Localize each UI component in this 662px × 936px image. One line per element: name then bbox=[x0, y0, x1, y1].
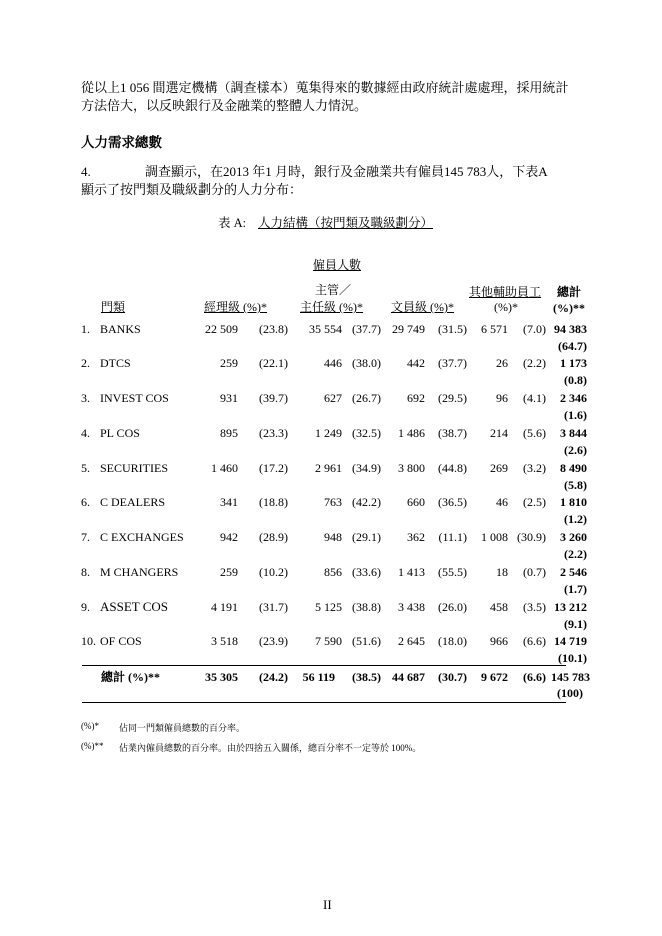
col-total-header-1: 總計 bbox=[557, 285, 582, 299]
row-total-count: 8 490 bbox=[560, 461, 587, 475]
row-other-pct: (3.5) bbox=[523, 600, 546, 614]
row-clerical-count: 692 bbox=[407, 391, 425, 405]
row-clerical-count: 442 bbox=[407, 356, 425, 370]
row-manager-count: 22 509 bbox=[205, 322, 238, 336]
row-total-pct: (10.1) bbox=[558, 651, 587, 665]
row-supervisor-pct: (51.6) bbox=[352, 634, 381, 648]
row-total-count: 13 212 bbox=[554, 600, 587, 614]
total-total-pct: (100) bbox=[557, 686, 583, 700]
total-clerical-count: 44 687 bbox=[392, 670, 425, 684]
row-total-pct: (1.2) bbox=[564, 512, 587, 526]
row-total-count: 3 260 bbox=[560, 530, 587, 544]
row-clerical-pct: (55.5) bbox=[438, 565, 467, 579]
row-other-count: 214 bbox=[490, 426, 508, 440]
row-category: BANKS bbox=[100, 322, 141, 336]
total-supervisor-pct: (38.5) bbox=[352, 670, 381, 684]
row-number: 3. bbox=[81, 391, 90, 405]
intro-line-1: 從以上1 056 間選定機構（調查樣本）蒐集得來的數據經由政府統計處處理，採用統計 bbox=[81, 80, 569, 95]
row-other-pct: (30.9) bbox=[517, 530, 546, 544]
row-number: 5. bbox=[81, 461, 90, 475]
total-clerical-pct: (30.7) bbox=[438, 670, 467, 684]
col-other-header-2: (%)* bbox=[494, 300, 518, 314]
row-manager-pct: (23.3) bbox=[259, 426, 288, 440]
row-total-count: 14 719 bbox=[554, 634, 587, 648]
row-clerical-pct: (11.1) bbox=[438, 530, 467, 544]
row-manager-pct: (31.7) bbox=[259, 600, 288, 614]
row-supervisor-pct: (26.7) bbox=[352, 391, 381, 405]
row-category: OF COS bbox=[100, 634, 142, 648]
row-clerical-pct: (31.5) bbox=[438, 322, 467, 336]
row-supervisor-pct: (32.5) bbox=[352, 426, 381, 440]
row-supervisor-pct: (29.1) bbox=[352, 530, 381, 544]
row-manager-pct: (22.1) bbox=[259, 356, 288, 370]
row-total-pct: (0.8) bbox=[564, 373, 587, 387]
footnote-2-mark: (%)** bbox=[81, 741, 104, 751]
row-total-count: 1 173 bbox=[560, 356, 587, 370]
row-total-pct: (5.8) bbox=[564, 478, 587, 492]
row-clerical-count: 1 413 bbox=[398, 565, 425, 579]
col-supervisor-header-2: 主任級 (%)* bbox=[300, 300, 363, 314]
row-manager-count: 1 460 bbox=[211, 461, 238, 475]
row-total-count: 2 546 bbox=[560, 565, 587, 579]
row-other-count: 1 008 bbox=[481, 530, 508, 544]
row-clerical-pct: (44.8) bbox=[438, 461, 467, 475]
row-supervisor-count: 35 554 bbox=[309, 322, 342, 336]
table-caption-prefix: 表 A: bbox=[218, 216, 247, 230]
row-total-count: 94 383 bbox=[554, 322, 587, 336]
row-total-pct: (2.2) bbox=[564, 547, 587, 561]
row-number: 10. bbox=[81, 634, 96, 648]
para-4-number: 4. bbox=[81, 164, 91, 179]
row-other-pct: (5.6) bbox=[523, 426, 546, 440]
row-manager-pct: (23.8) bbox=[259, 322, 288, 336]
row-other-count: 6 571 bbox=[481, 322, 508, 336]
row-manager-count: 942 bbox=[220, 530, 238, 544]
row-category: PL COS bbox=[100, 426, 140, 440]
row-manager-count: 259 bbox=[220, 565, 238, 579]
row-clerical-count: 660 bbox=[407, 495, 425, 509]
row-supervisor-count: 763 bbox=[324, 495, 342, 509]
row-category: DTCS bbox=[100, 356, 131, 370]
row-clerical-count: 3 800 bbox=[398, 461, 425, 475]
row-manager-count: 259 bbox=[220, 356, 238, 370]
col-other-header-1: 其他輔助員工 bbox=[469, 285, 542, 299]
row-number: 1. bbox=[81, 322, 90, 336]
row-category: SECURITIES bbox=[100, 461, 169, 475]
table-caption-title: 人力結構（按門類及職級劃分） bbox=[258, 216, 434, 230]
row-manager-count: 341 bbox=[220, 495, 238, 509]
row-supervisor-pct: (42.2) bbox=[352, 495, 381, 509]
row-manager-pct: (28.9) bbox=[259, 530, 288, 544]
total-top-rule bbox=[82, 665, 566, 666]
section-heading: 人力需求總數 bbox=[81, 135, 162, 150]
row-category: ASSET COS bbox=[100, 599, 169, 614]
row-total-count: 1 810 bbox=[560, 495, 587, 509]
row-manager-pct: (10.2) bbox=[259, 565, 288, 579]
para-4-line-2: 顯示了按門類及職級劃分的人力分布： bbox=[81, 182, 303, 197]
row-total-pct: (64.7) bbox=[558, 339, 587, 353]
total-bottom-rule bbox=[82, 702, 566, 703]
row-supervisor-count: 7 590 bbox=[315, 634, 342, 648]
row-manager-count: 895 bbox=[220, 426, 238, 440]
row-other-pct: (7.0) bbox=[523, 322, 546, 336]
row-supervisor-count: 1 249 bbox=[315, 426, 342, 440]
row-total-pct: (2.6) bbox=[564, 443, 587, 457]
group-header: 僱員人數 bbox=[313, 258, 362, 272]
col-supervisor-header-1: 主管／ bbox=[315, 283, 352, 297]
row-clerical-pct: (37.7) bbox=[438, 356, 467, 370]
row-total-pct: (9.1) bbox=[564, 617, 587, 631]
row-supervisor-pct: (37.7) bbox=[352, 322, 381, 336]
row-other-count: 46 bbox=[496, 495, 508, 509]
row-other-count: 458 bbox=[490, 600, 508, 614]
row-supervisor-pct: (33.6) bbox=[352, 565, 381, 579]
row-total-count: 2 346 bbox=[560, 391, 587, 405]
row-clerical-pct: (36.5) bbox=[438, 495, 467, 509]
row-total-count: 3 844 bbox=[560, 426, 587, 440]
row-number: 2. bbox=[81, 356, 90, 370]
row-supervisor-count: 2 961 bbox=[315, 461, 342, 475]
total-manager-pct: (24.2) bbox=[259, 670, 288, 684]
row-manager-count: 4 191 bbox=[211, 600, 238, 614]
col-clerical-header: 文員級 (%)* bbox=[391, 300, 454, 314]
row-other-pct: (6.6) bbox=[523, 634, 546, 648]
total-other-pct: (6.6) bbox=[523, 670, 546, 684]
row-clerical-pct: (29.5) bbox=[438, 391, 467, 405]
row-other-count: 269 bbox=[490, 461, 508, 475]
row-number: 8. bbox=[81, 565, 90, 579]
row-clerical-count: 362 bbox=[407, 530, 425, 544]
row-clerical-count: 2 645 bbox=[398, 634, 425, 648]
row-manager-count: 3 518 bbox=[211, 634, 238, 648]
row-other-pct: (3.2) bbox=[523, 461, 546, 475]
row-other-pct: (2.2) bbox=[523, 356, 546, 370]
row-supervisor-pct: (38.0) bbox=[352, 356, 381, 370]
row-category: C EXCHANGES bbox=[100, 530, 184, 544]
row-total-pct: (1.7) bbox=[564, 582, 587, 596]
row-other-count: 18 bbox=[496, 565, 508, 579]
intro-line-2: 方法倍大，以反映銀行及金融業的整體人力情況。 bbox=[81, 98, 368, 113]
row-other-pct: (0.7) bbox=[523, 565, 546, 579]
footnote-1-mark: (%)* bbox=[81, 721, 99, 731]
row-category: C DEALERS bbox=[100, 495, 166, 509]
row-number: 6. bbox=[81, 495, 90, 509]
row-total-pct: (1.6) bbox=[564, 408, 587, 422]
row-category: INVEST COS bbox=[100, 391, 169, 405]
row-manager-pct: (17.2) bbox=[259, 461, 288, 475]
row-other-count: 96 bbox=[496, 391, 508, 405]
row-category: M CHANGERS bbox=[100, 565, 179, 579]
row-clerical-count: 3 438 bbox=[398, 600, 425, 614]
col-category-header: 門類 bbox=[101, 300, 126, 314]
row-other-count: 26 bbox=[496, 356, 508, 370]
row-manager-pct: (39.7) bbox=[259, 391, 288, 405]
row-number: 9. bbox=[81, 600, 90, 614]
row-supervisor-count: 5 125 bbox=[315, 600, 342, 614]
total-supervisor-count: 56 119 bbox=[302, 670, 335, 684]
footnote-1-text: 佔同一門類僱員總數的百分率。 bbox=[119, 723, 246, 733]
row-supervisor-pct: (34.9) bbox=[352, 461, 381, 475]
row-clerical-count: 1 486 bbox=[398, 426, 425, 440]
row-supervisor-count: 446 bbox=[324, 356, 342, 370]
para-4-line-1: 調查顯示，在2013 年1 月時，銀行及金融業共有僱員145 783人，下表A bbox=[145, 164, 548, 179]
col-manager-header: 經理級 (%)* bbox=[204, 300, 267, 314]
row-supervisor-count: 948 bbox=[324, 530, 342, 544]
row-manager-pct: (23.9) bbox=[259, 634, 288, 648]
row-other-pct: (4.1) bbox=[523, 391, 546, 405]
page-number: II bbox=[323, 897, 332, 912]
row-number: 4. bbox=[81, 426, 90, 440]
row-manager-pct: (18.8) bbox=[259, 495, 288, 509]
row-manager-count: 931 bbox=[220, 391, 238, 405]
row-clerical-count: 29 749 bbox=[392, 322, 425, 336]
total-other-count: 9 672 bbox=[481, 670, 508, 684]
total-manager-count: 35 305 bbox=[205, 670, 238, 684]
row-supervisor-count: 627 bbox=[324, 391, 342, 405]
row-other-count: 966 bbox=[490, 634, 508, 648]
total-label: 總計 (%)** bbox=[101, 670, 160, 684]
row-clerical-pct: (18.0) bbox=[438, 634, 467, 648]
row-clerical-pct: (38.7) bbox=[438, 426, 467, 440]
row-other-pct: (2.5) bbox=[523, 495, 546, 509]
row-supervisor-pct: (38.8) bbox=[352, 600, 381, 614]
row-number: 7. bbox=[81, 530, 90, 544]
footnote-2-text: 佔業內僱員總數的百分率。由於四捨五入關係，總百分率不一定等於 100%。 bbox=[119, 743, 422, 753]
row-clerical-pct: (26.0) bbox=[438, 600, 467, 614]
col-total-header-2: (%)** bbox=[553, 301, 585, 315]
total-total-count: 145 783 bbox=[551, 670, 590, 684]
row-supervisor-count: 856 bbox=[324, 565, 342, 579]
